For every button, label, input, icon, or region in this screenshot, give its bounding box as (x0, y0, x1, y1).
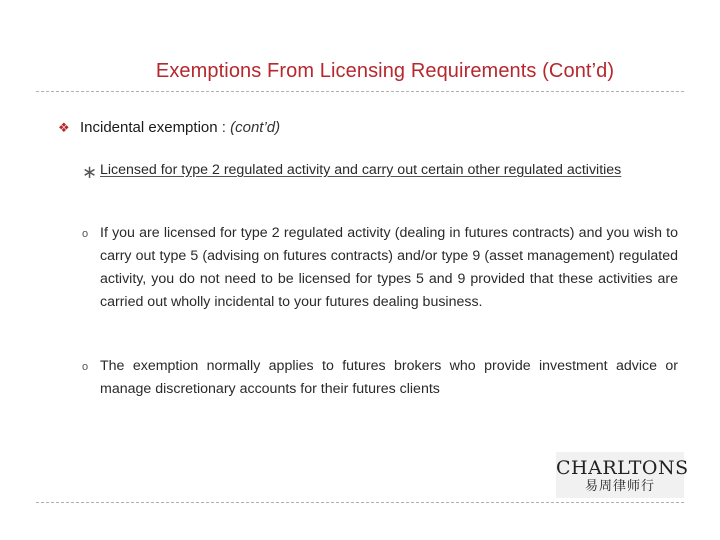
list-item-text: The exemption normally applies to futures brokers who provide investment advice or manage discretionary accounts for their futures clients (100, 358, 678, 397)
logo-name: CHARLTONS (556, 457, 689, 479)
slide-title-text: Exemptions From Licensing Requirements (Cont’d) (155, 60, 615, 82)
circle-bullet-icon: o (82, 228, 89, 240)
top-divider (36, 91, 684, 92)
list-item (82, 355, 678, 401)
slide-title (0, 60, 720, 83)
heading-separator: : (217, 119, 231, 136)
list-item-text: If you are licensed for type 2 regulated activity (dealing in futures contracts) and you wish to carry out type 5 (advising on futures contracts) and/or type 9 (asset management) regulated activity, you do not need to be licensed for types 5 and 9 provided that these activities are carried out wholly incidental to your futures dealing business. (100, 225, 678, 310)
heading-text (80, 119, 280, 136)
asterisk-bullet-icon: ∗ (82, 162, 98, 182)
circle-bullet-icon: o (82, 361, 89, 373)
list-item (82, 159, 678, 182)
list-item-text: Licensed for type 2 regulated activity and carry out certain other regulated activities (100, 162, 622, 178)
square-bullet-icon: ❖ (58, 120, 70, 135)
charltons-logo (556, 452, 689, 498)
heading-label: Incidental exemption (80, 119, 218, 136)
bottom-divider (36, 502, 684, 503)
logo-chinese-name: 易周律师行 (584, 479, 655, 494)
heading-suffix: (cont’d) (230, 119, 281, 136)
list-item (82, 222, 678, 314)
